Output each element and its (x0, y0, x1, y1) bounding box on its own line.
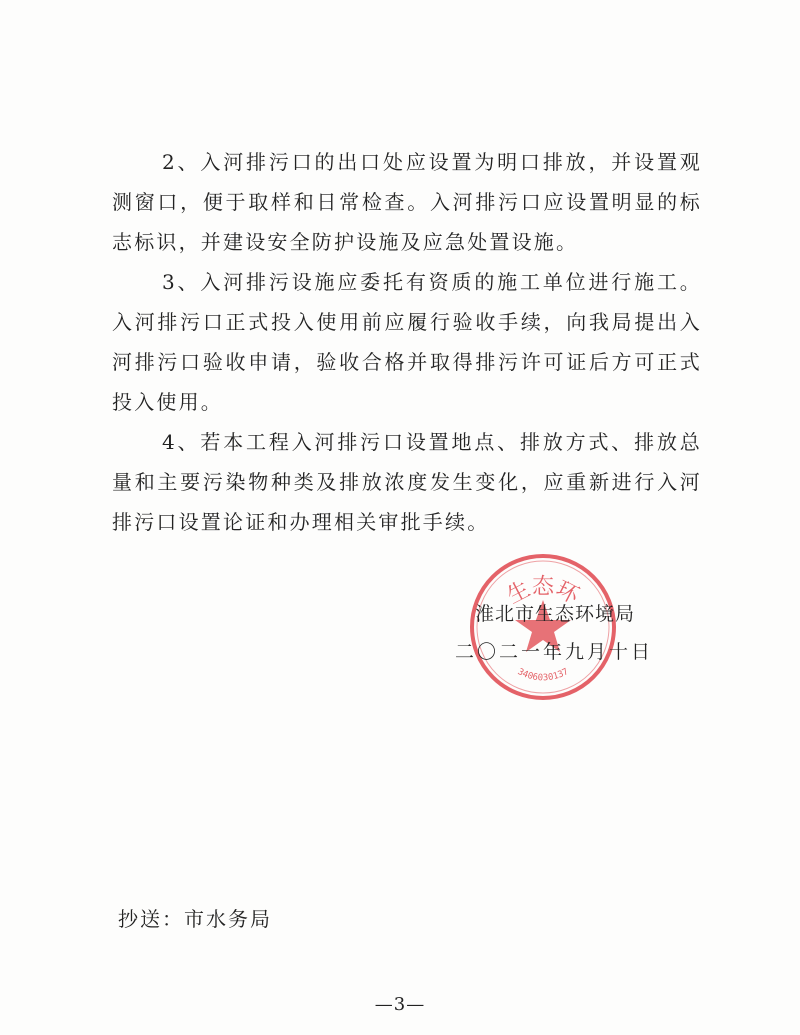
seal-top-text: 生态环 (503, 574, 583, 610)
paragraph-item-3: 3、入河排污设施应委托有资质的施工单位进行施工。入河排污口正式投入使用前应履行验收手续，向我局提出入河排污口验收申请，验收合格并取得排污许可证后方可正式投入使用。 (112, 270, 702, 414)
page-number: —3— (374, 994, 426, 1015)
signature-block (455, 595, 685, 671)
paragraph-item-2: 2、入河排污口的出口处应设置为明口排放，并设置观测窗口，便于取样和日常检查。入河排污口应设置明显的标志标识，并建设安全防护设施及应急处置设施。 (112, 150, 702, 254)
document-body (112, 142, 702, 542)
cc-recipients: 抄送：市水务局 (118, 907, 272, 931)
issue-date: 二〇二一年九月十日 (455, 641, 654, 663)
issuing-organization: 淮北市生态环境局 (475, 603, 636, 625)
seal-serial-text: 3406030137 (515, 667, 571, 684)
paragraph-item-4: 4、若本工程入河排污口设置地点、排放方式、排放总量和主要污染物种类及排放浓度发生变化，应重新进行入河排污口设置论证和办理相关审批手续。 (112, 430, 702, 534)
